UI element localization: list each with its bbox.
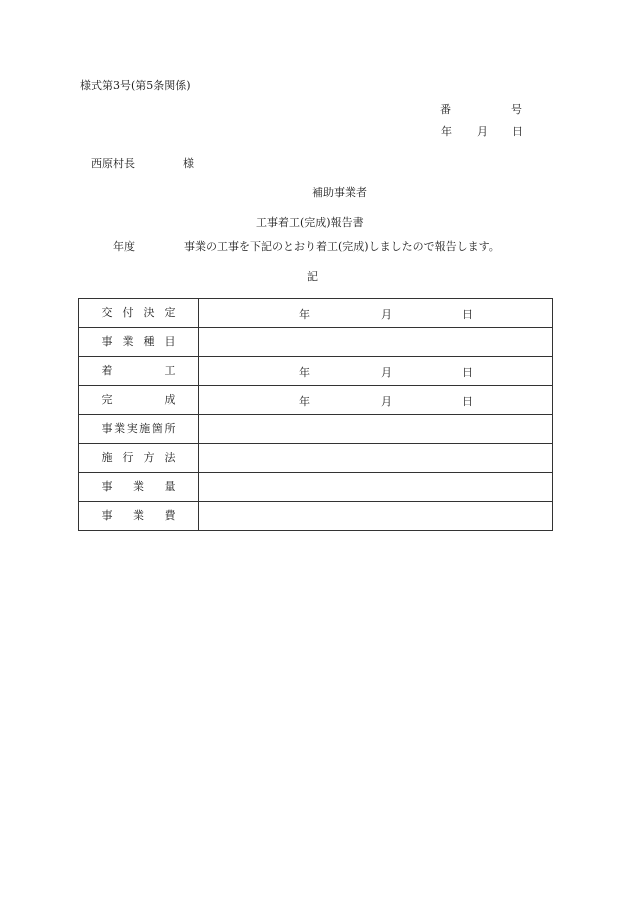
applicant-label: 補助事業者 [312, 186, 367, 199]
table-row [79, 444, 553, 473]
body-text: 事業の工事を下記のとおり着工(完成)しましたので報告します。 [184, 240, 500, 253]
detail-table [78, 298, 553, 531]
reference-number-suffix: 号 [511, 103, 522, 116]
fiscal-year-label: 年度 [113, 240, 135, 253]
table-row [79, 357, 553, 386]
date-year: 年 [299, 308, 310, 321]
row-label: 事業種目 [101, 335, 176, 348]
row-label: 事業実施箇所 [101, 422, 176, 435]
table-row [79, 502, 553, 531]
table-row [79, 415, 553, 444]
document-title: 工事着工(完成)報告書 [256, 216, 364, 229]
addressee-name: 西原村長 [91, 157, 135, 170]
row-value-cell[interactable] [199, 473, 553, 502]
date-day: 日 [462, 308, 473, 321]
row-value-cell[interactable] [199, 386, 553, 415]
addressee-honorific: 様 [183, 157, 194, 170]
date-year: 年 [299, 395, 310, 408]
table-row [79, 328, 553, 357]
row-value-cell[interactable] [199, 502, 553, 531]
date-month: 月 [381, 308, 392, 321]
row-value-cell[interactable] [199, 357, 553, 386]
row-label: 着工 [101, 364, 176, 377]
row-label-cell [79, 502, 199, 531]
ki-label: 記 [307, 270, 318, 283]
header-date-year: 年 [441, 125, 452, 138]
row-value-cell[interactable] [199, 444, 553, 473]
header-date-month: 月 [477, 125, 488, 138]
row-label-cell [79, 473, 199, 502]
table-row [79, 299, 553, 328]
row-label-cell [79, 386, 199, 415]
form-number: 様式第3号(第5条関係) [80, 79, 191, 92]
row-label: 交付決定 [101, 306, 176, 319]
date-year: 年 [299, 366, 310, 379]
date-day: 日 [462, 395, 473, 408]
date-day: 日 [462, 366, 473, 379]
row-label-cell [79, 328, 199, 357]
header-date-day: 日 [512, 125, 523, 138]
row-label-cell [79, 357, 199, 386]
row-label-cell [79, 415, 199, 444]
row-value-cell[interactable] [199, 328, 553, 357]
date-month: 月 [381, 395, 392, 408]
row-value-cell[interactable] [199, 299, 553, 328]
reference-number-label: 番 [440, 103, 451, 116]
row-label-cell [79, 444, 199, 473]
table-row [79, 473, 553, 502]
row-label: 事業費 [101, 509, 176, 522]
date-month: 月 [381, 366, 392, 379]
row-label: 完成 [101, 393, 176, 406]
row-label-cell [79, 299, 199, 328]
table-row [79, 386, 553, 415]
row-label: 事業量 [101, 480, 176, 493]
row-value-cell[interactable] [199, 415, 553, 444]
row-label: 施行方法 [101, 451, 176, 464]
